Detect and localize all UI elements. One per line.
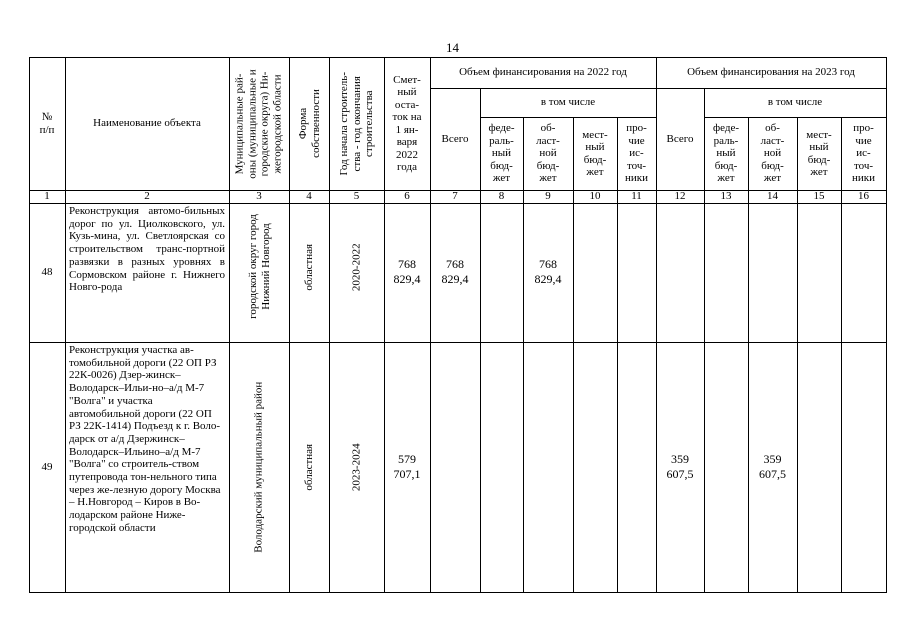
- column-number: [329, 190, 384, 203]
- regional-2022: 768 829,4: [534, 257, 562, 286]
- header-federal-2022-text: феде- раль- ный бюд- жет: [488, 122, 515, 185]
- header-total-2023: [656, 88, 704, 190]
- column-number: [480, 190, 523, 203]
- row-number: [29, 203, 65, 342]
- column-number: [704, 190, 748, 203]
- column-number-text: 12: [674, 190, 686, 203]
- header-other-2022: [617, 117, 656, 190]
- column-number-text: 7: [452, 190, 458, 203]
- construction-years: [329, 203, 384, 331]
- column-number-text: 9: [545, 190, 551, 203]
- estimate-remainder: 768 829,4: [393, 257, 421, 286]
- header-other-2022-text: про- чие ис- точ- ники: [624, 122, 648, 185]
- total-2023: [656, 255, 704, 289]
- municipal-district: [229, 203, 289, 329]
- row-number-text: 49: [41, 460, 53, 473]
- estimate-remainder: 579 707,1: [393, 452, 421, 481]
- column-number: [656, 190, 704, 203]
- table-rule: [29, 592, 887, 593]
- column-number: [29, 190, 65, 203]
- ownership-form: [289, 342, 329, 592]
- header-years: [329, 57, 384, 190]
- construction-years-text: 2020-2022: [350, 243, 363, 291]
- header-ownership: [289, 57, 329, 190]
- column-number-text: 16: [858, 190, 869, 203]
- header-num-text: № п/п: [39, 111, 55, 136]
- table-rule: [886, 57, 887, 593]
- header-remainder-text: Смет- ный оста- ток на 1 ян- варя 2022 года: [392, 73, 422, 173]
- header-fin-2022: [430, 57, 656, 88]
- column-number: [384, 190, 430, 203]
- column-number-text: 11: [631, 190, 642, 203]
- ownership-form-text: областная: [302, 243, 315, 291]
- header-federal-2023: [704, 117, 748, 190]
- column-number: [748, 190, 797, 203]
- column-number-text: 14: [767, 190, 778, 203]
- column-number-text: 8: [498, 190, 505, 203]
- column-number-text: 3: [256, 190, 262, 203]
- header-other-2023-text: про- чие ис- точ- ники: [851, 122, 875, 185]
- page-number: 14: [446, 40, 459, 55]
- total-2022: 768 829,4: [441, 257, 469, 286]
- column-number: [289, 190, 329, 203]
- column-number-text: 10: [589, 190, 601, 203]
- regional-2023: [748, 255, 797, 289]
- column-number-text: 2: [144, 190, 150, 203]
- header-local-2022-text: мест- ный бюд- жет: [582, 128, 608, 178]
- header-incl-2022-text: в том числе: [540, 96, 596, 109]
- column-number-text: 6: [404, 190, 410, 203]
- header-incl-2022: [480, 88, 656, 117]
- header-incl-2023-text: в том числе: [767, 96, 823, 109]
- header-municipal-text: Муниципальные рай- оны (муниципальные и городские округа) Ни- жегородской области: [234, 68, 284, 179]
- object-name: Реконструкция автомо-бильных дорог по ул. Циолковского, ул. Кузь-мина, ул. Светлоярская со строительством транс-портной развязки в разных уровнях в Сормовском районе г. Нижнего Новго-рода: [69, 205, 225, 294]
- total-2023: 359 607,5: [666, 452, 694, 481]
- header-fin-2022-text: Объем финансирования на 2022 год: [459, 66, 627, 79]
- municipal-district: [229, 342, 289, 592]
- header-ownership-text: Форма собственности: [296, 89, 321, 158]
- construction-years: [329, 342, 384, 592]
- header-total-2022: [430, 88, 480, 190]
- header-regional-2022-text: об- ласт- ной бюд- жет: [536, 122, 560, 185]
- construction-years-text: 2023-2024: [350, 443, 363, 491]
- ownership-form-text: областная: [302, 443, 315, 491]
- header-num: [29, 57, 65, 190]
- header-municipal: [229, 57, 289, 190]
- regional-2022: [523, 450, 573, 484]
- column-number: [797, 190, 841, 203]
- column-number: [573, 190, 617, 203]
- header-federal-2022: [480, 117, 523, 190]
- header-local-2023: [797, 117, 841, 190]
- table-rule: [29, 342, 887, 343]
- ownership-form: [289, 203, 329, 331]
- row-number: [29, 342, 65, 592]
- column-number-text: 1: [44, 190, 50, 203]
- municipal-district-text: городской округ город Нижний Новгород: [246, 213, 271, 319]
- header-fin-2023: [656, 57, 886, 88]
- object-name: Реконструкция участка ав-томобильной дороги (22 ОП РЗ 22К-0026) Дзер-жинск–Володарск–Ильи-но–а/д М-7 "Волга" и участка автомобильной дороги (22 ОП РЗ 22К-1414) Подъезд к г. Воло-дарск от а/д Дзержинск–Володарск–Ильино–а/д М-7 "Волга" со строитель-ством путепровода тон-нельного типа через же-лезную дорогу Москва – Н.Новгород – Киров в Во-лодарском районе Ниже-городской области: [69, 344, 221, 534]
- header-remainder: [384, 57, 430, 190]
- header-name: [65, 57, 229, 190]
- column-number-text: 13: [720, 190, 732, 203]
- header-regional-2023-text: об- ласт- ной бюд- жет: [760, 122, 785, 185]
- header-other-2023: [841, 117, 886, 190]
- header-regional-2023: [748, 117, 797, 190]
- header-regional-2022: [523, 117, 573, 190]
- header-local-2022: [573, 117, 617, 190]
- municipal-district-text: Володарский муниципальный район: [252, 381, 265, 553]
- header-name-text: Наименование объекта: [93, 117, 201, 130]
- header-fin-2023-text: Объем финансирования на 2023 год: [687, 66, 855, 79]
- regional-2023: 359 607,5: [759, 452, 786, 481]
- column-number: [430, 190, 480, 203]
- header-years-text: Год начала строитель- ства - год окончания строительства: [337, 71, 375, 176]
- column-number: [65, 190, 229, 203]
- column-number: [617, 190, 656, 203]
- table-rule: [29, 203, 887, 204]
- column-number: [841, 190, 886, 203]
- total-2022: [430, 450, 480, 484]
- header-total-2022-text: Всего: [441, 132, 469, 145]
- column-number: [523, 190, 573, 203]
- header-incl-2023: [704, 88, 886, 117]
- header-federal-2023-text: феде- раль- ный бюд- жет: [712, 122, 739, 185]
- column-number: [229, 190, 289, 203]
- column-number-text: 15: [813, 190, 825, 203]
- header-local-2023-text: мест- ный бюд- жет: [806, 128, 832, 178]
- column-number-text: 4: [306, 190, 312, 203]
- header-total-2023-text: Всего: [666, 132, 694, 145]
- row-number-text: 48: [41, 266, 53, 279]
- column-number-text: 5: [353, 190, 360, 203]
